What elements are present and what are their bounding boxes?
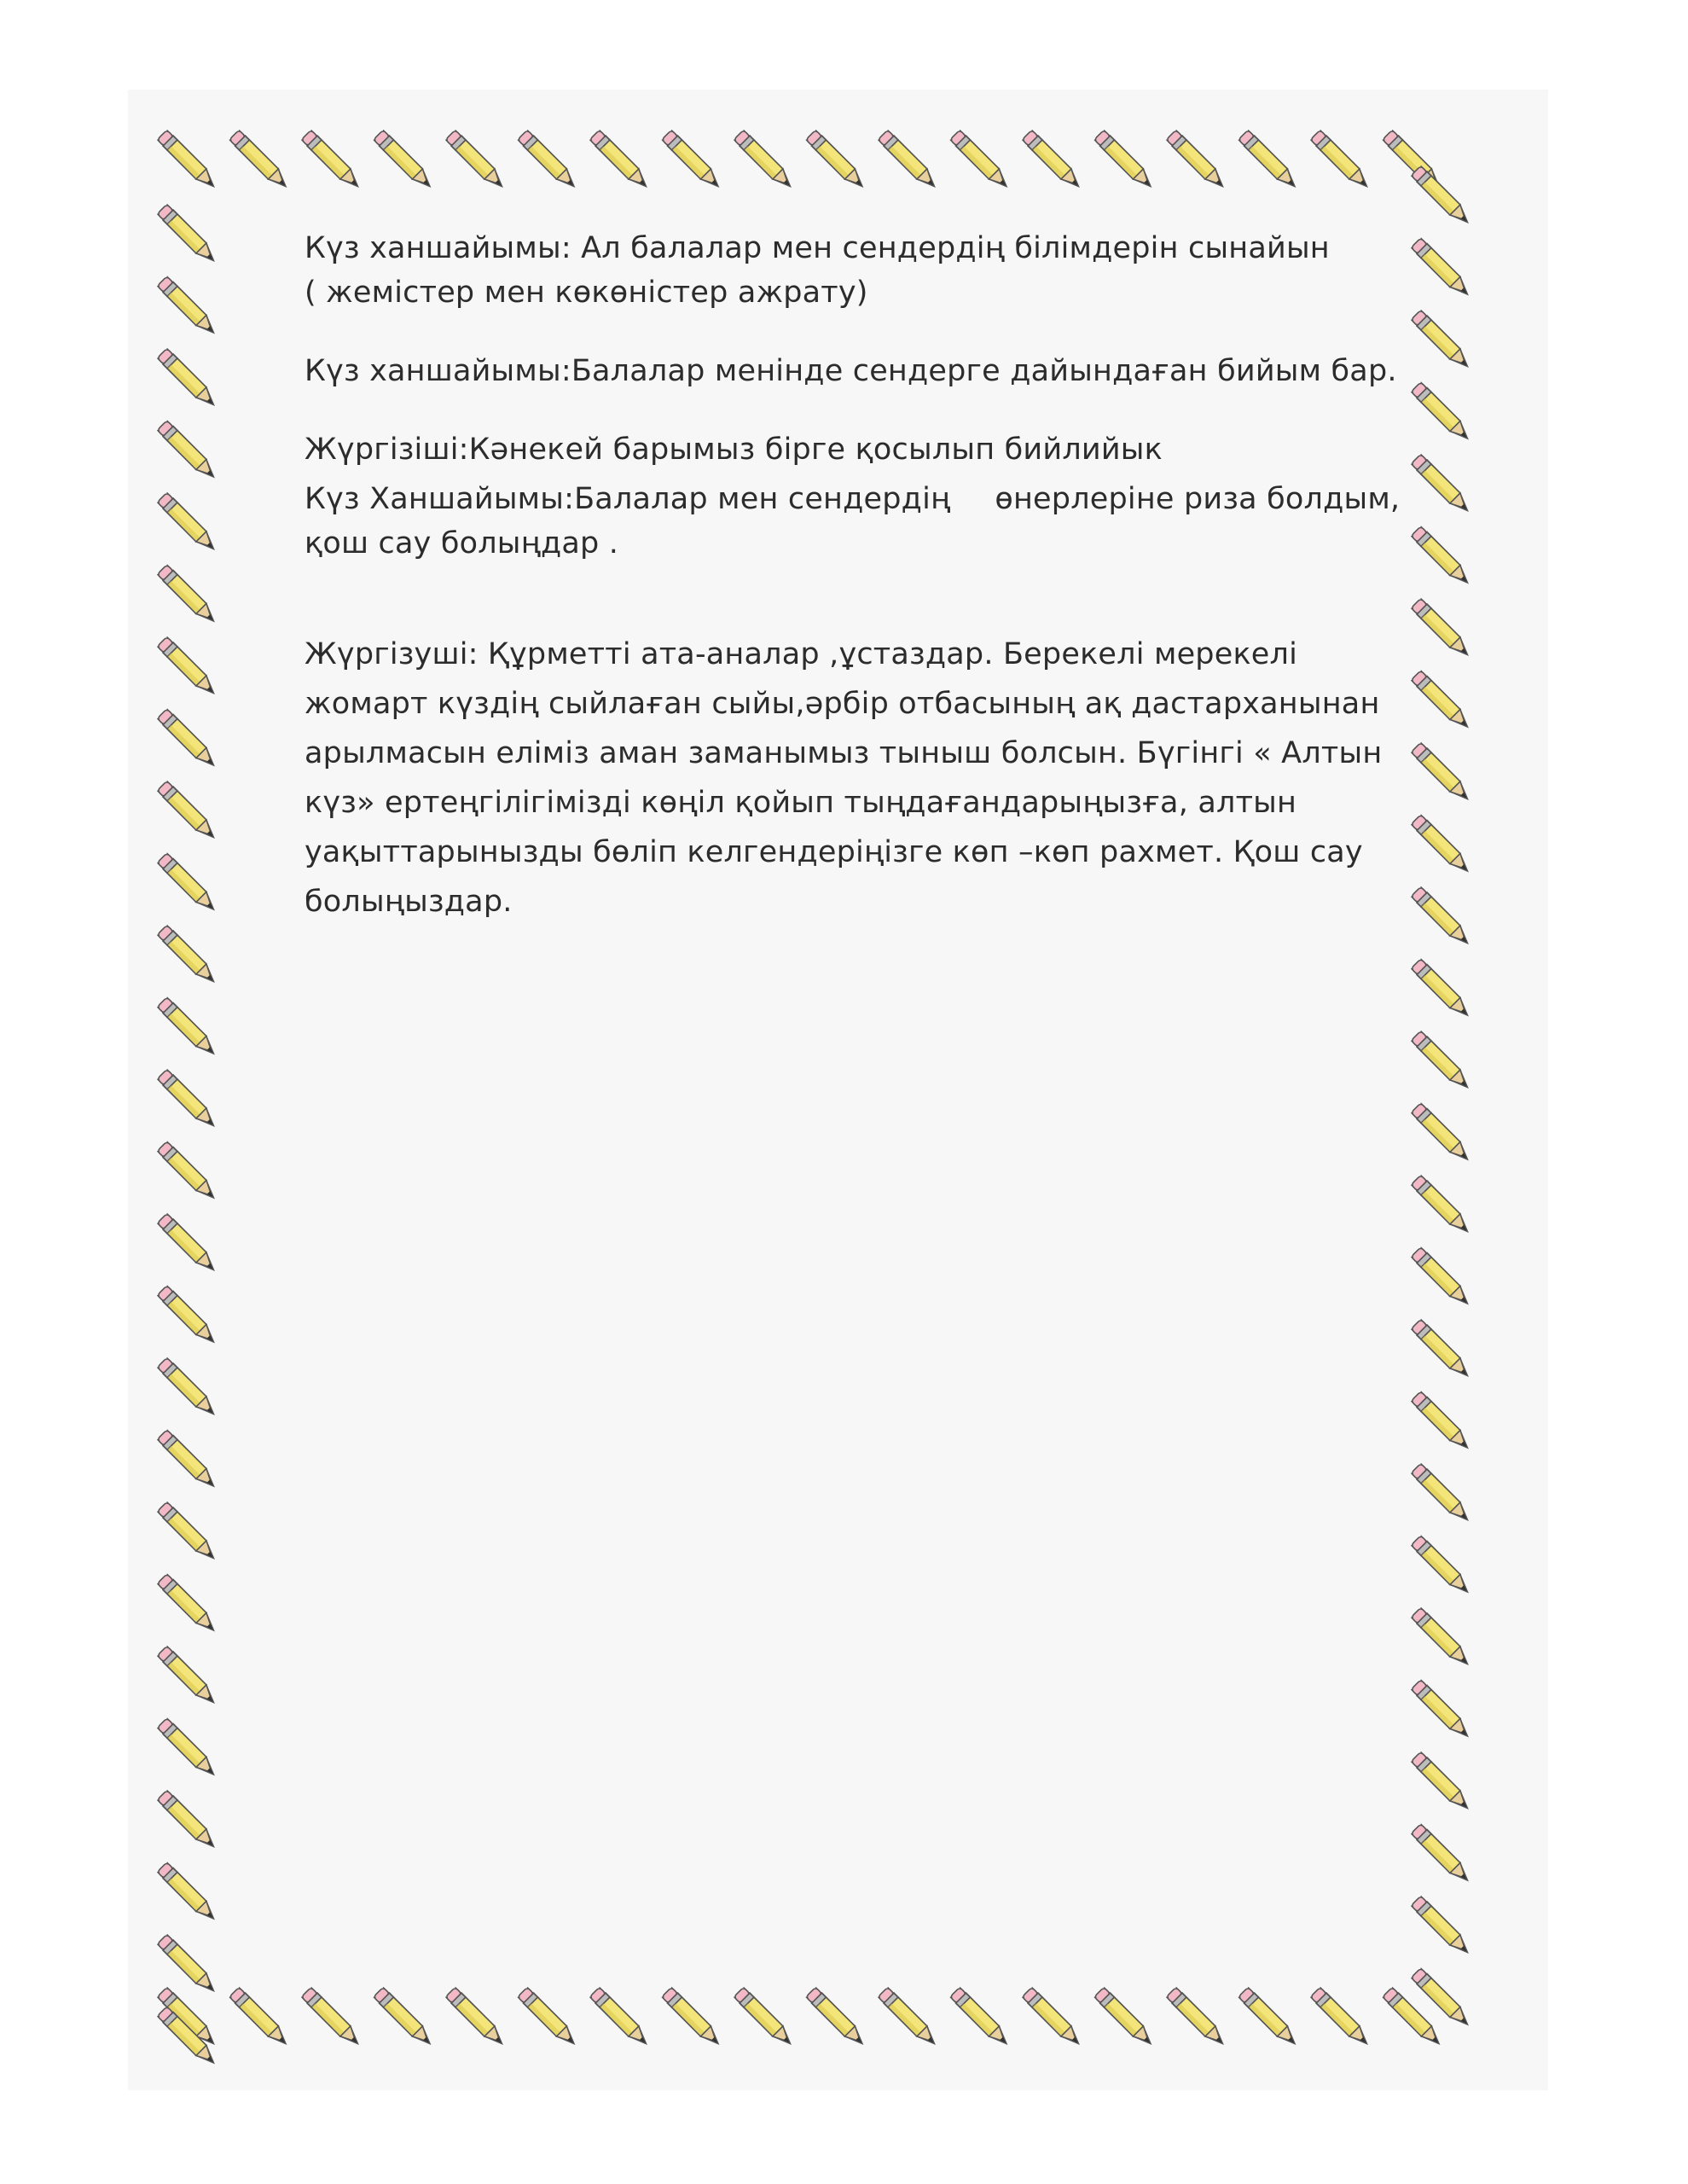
text-line: Жүргізуші: Құрметті ата-аналар ,ұстаздар. Берекелі мерекелі — [305, 637, 1298, 671]
document-body — [305, 226, 1439, 926]
text-line: Күз ханшайымы: Ал балалар мен сендердің білімдерін сынайын — [305, 231, 1330, 265]
text-line: Күз ханшайымы:Балалар менiнде сендерге дайындаған бийым бар. — [305, 354, 1397, 388]
text-line: болыңыздар. — [305, 885, 513, 919]
text-line: қош сау болыңдар . — [305, 526, 619, 561]
text-line: жомарт күздің сыйлаған сыйы,әрбір отбасының ақ дастарханынан — [305, 687, 1380, 721]
text-line: арылмасын еліміз аман заманымыз тыныш болсын. Бүгінгі « Алтын — [305, 736, 1383, 770]
text-line: ( жемістер мен көкөністер ажрату) — [305, 276, 868, 310]
text-segment: өнерлеріне риза болдым, — [995, 482, 1401, 516]
text-segment: Күз Ханшайымы:Балалар мен сендердің — [305, 482, 951, 516]
text-line — [305, 477, 1439, 521]
text-line: Жүргізіші:Кәнекей барымыз бірге қосылып бийлийык — [305, 433, 1163, 467]
text-line: уақыттарынызды бөліп келгендеріңізге көп –көп рахмет. Қош сау — [305, 835, 1363, 869]
text-line: күз» ертеңгілігімізді көңіл қойып тыңдағандарыңызға, алтын — [305, 786, 1297, 820]
